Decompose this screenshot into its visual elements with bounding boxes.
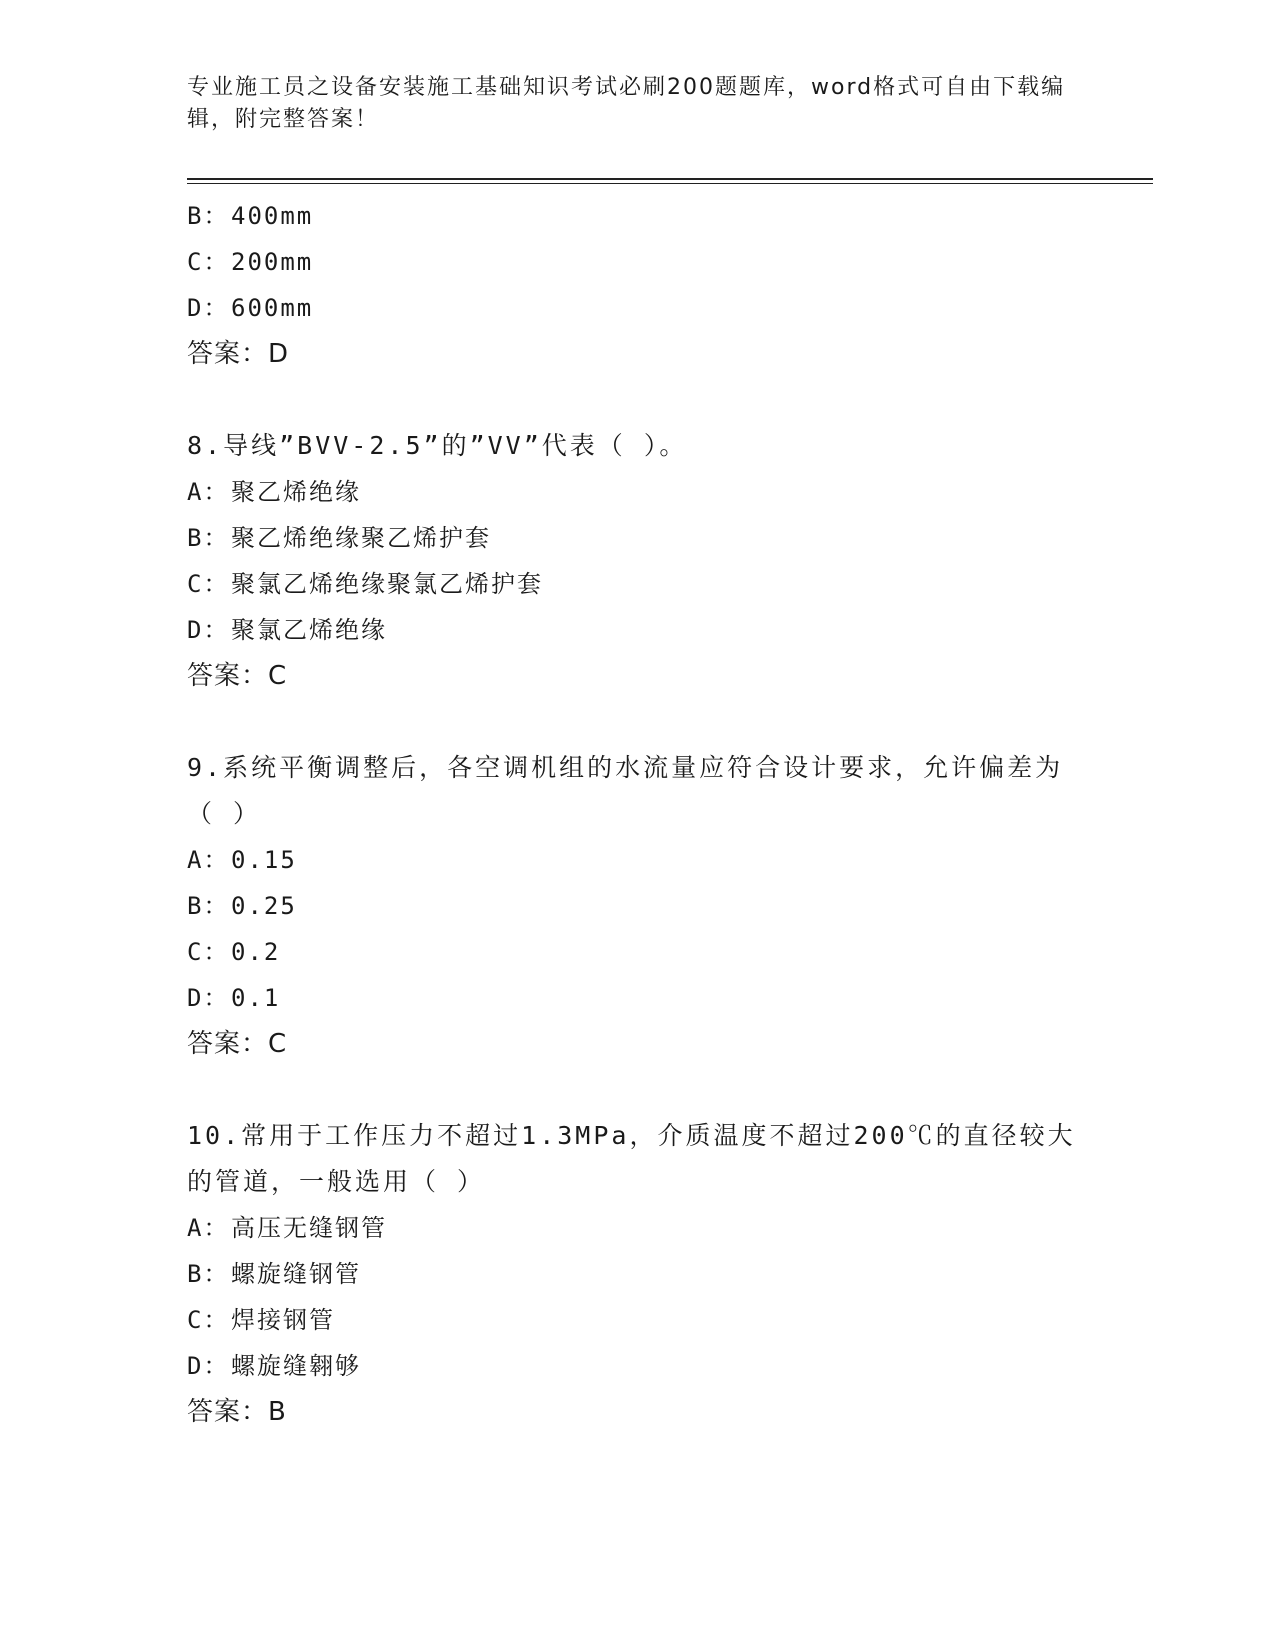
option-text: 0.25	[231, 892, 297, 920]
question-9	[187, 745, 1087, 1067]
answer-line: 答案：C	[187, 1029, 288, 1059]
option-key: B：	[187, 524, 230, 552]
option-text: 0.1	[231, 984, 281, 1012]
option-key: D：	[187, 1352, 230, 1380]
option-d	[187, 285, 1087, 331]
option-c	[187, 929, 1087, 975]
option-text: 高压无缝钢管	[231, 1214, 387, 1242]
option-key: D：	[187, 984, 230, 1012]
option-d	[187, 975, 1087, 1021]
answer-line: 答案：B	[187, 1397, 287, 1427]
option-d	[187, 607, 1087, 653]
option-key: B：	[187, 202, 230, 230]
option-text: 600mm	[231, 294, 314, 322]
option-key: B：	[187, 892, 230, 920]
option-text: 螺旋缝翱够	[231, 1352, 361, 1380]
option-text: 聚氯乙烯绝缘	[231, 616, 387, 644]
page-header-title: 专业施工员之设备安装施工基础知识考试必刷200题题库，word格式可自由下载编辑，附完整答案！	[187, 75, 1066, 132]
option-c	[187, 1297, 1087, 1343]
answer-line: 答案：D	[187, 339, 290, 369]
question-8	[187, 423, 1087, 699]
answer-line: 答案：C	[187, 661, 288, 691]
option-b	[187, 515, 1087, 561]
option-text: 焊接钢管	[231, 1306, 335, 1334]
option-a	[187, 1205, 1087, 1251]
option-b	[187, 193, 1087, 239]
header-divider-thin	[187, 183, 1153, 184]
option-b	[187, 883, 1087, 929]
option-text: 200mm	[231, 248, 314, 276]
header-divider	[187, 178, 1153, 180]
partial-question-block	[187, 193, 1087, 377]
question-text: 10.常用于工作压力不超过1.3MPa，介质温度不超过200℃的直径较大的管道，一般选用（ ）	[187, 1121, 1076, 1196]
question-10	[187, 1113, 1087, 1435]
option-a	[187, 837, 1087, 883]
option-text: 聚乙烯绝缘聚乙烯护套	[231, 524, 491, 552]
question-list	[187, 193, 1087, 1435]
option-c	[187, 561, 1087, 607]
option-text: 聚乙烯绝缘	[231, 478, 361, 506]
option-text: 聚氯乙烯绝缘聚氯乙烯护套	[231, 570, 543, 598]
option-key: C：	[187, 1306, 230, 1334]
option-text: 螺旋缝钢管	[231, 1260, 361, 1288]
option-key: D：	[187, 294, 230, 322]
option-key: D：	[187, 616, 230, 644]
option-c	[187, 239, 1087, 285]
question-text: 8.导线”BVV-2.5”的”VV”代表（ ）。	[187, 431, 688, 460]
option-text: 400mm	[231, 202, 314, 230]
option-key: A：	[187, 1214, 230, 1242]
option-d	[187, 1343, 1087, 1389]
question-text: 9.系统平衡调整后，各空调机组的水流量应符合设计要求，允许偏差为（ ）	[187, 753, 1064, 828]
option-b	[187, 1251, 1087, 1297]
option-key: C：	[187, 938, 230, 966]
option-key: B：	[187, 1260, 230, 1288]
option-a	[187, 469, 1087, 515]
option-key: C：	[187, 248, 230, 276]
option-key: C：	[187, 570, 230, 598]
option-key: A：	[187, 478, 230, 506]
option-text: 0.2	[231, 938, 281, 966]
option-key: A：	[187, 846, 230, 874]
option-text: 0.15	[231, 846, 297, 874]
